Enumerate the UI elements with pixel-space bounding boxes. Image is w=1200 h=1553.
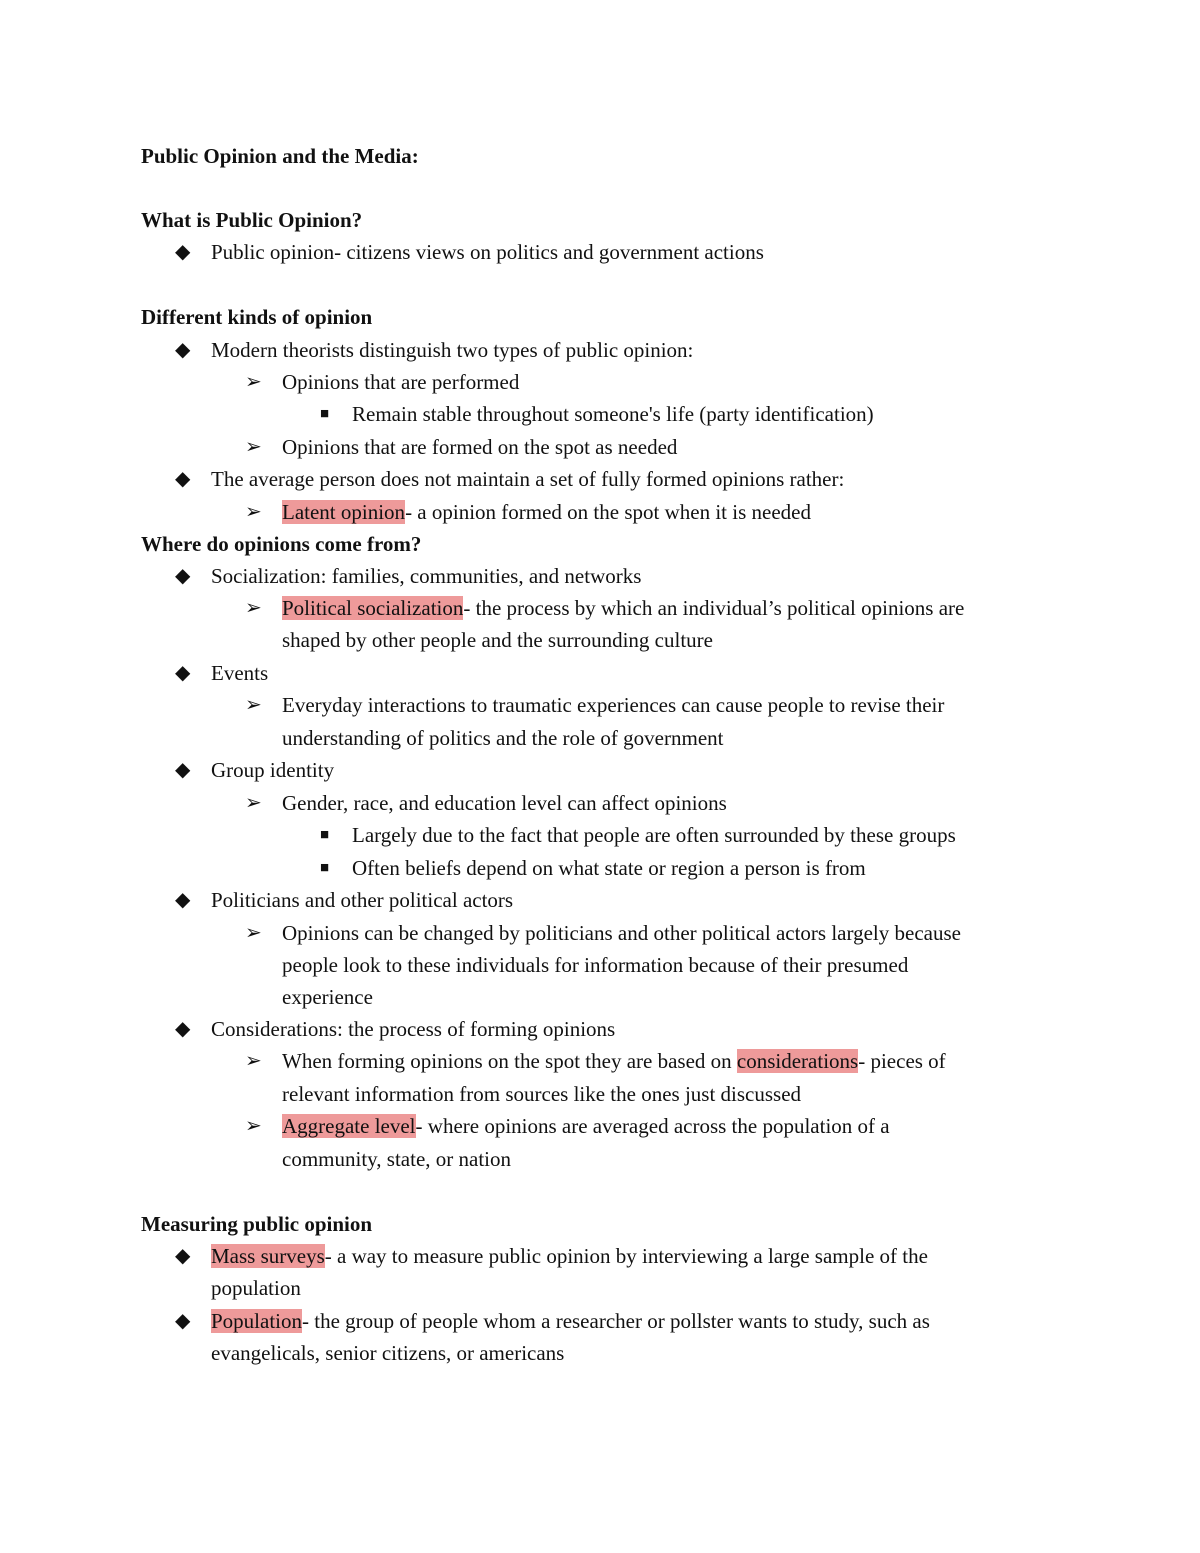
list-item-continuation: population <box>211 1276 301 1300</box>
highlighted-term: Mass surveys <box>211 1244 325 1268</box>
list-item: The average person does not maintain a set of fully formed opinions rather: <box>211 467 845 491</box>
definition-text: - a opinion formed on the spot when it is needed <box>405 500 811 524</box>
section-heading-measuring-public-opinion: Measuring public opinion <box>141 1212 373 1236</box>
list-item <box>282 1047 946 1075</box>
list-item: Public opinion- citizens views on politics and government actions <box>211 240 764 264</box>
list-item <box>282 498 811 526</box>
arrow-bullet-icon: ➢ <box>245 1115 262 1137</box>
definition-text: - the process by which an individual’s political opinions are <box>463 596 965 620</box>
list-item: Opinions that are formed on the spot as needed <box>282 435 678 459</box>
list-item: Opinions can be changed by politicians and other political actors largely because <box>282 921 961 945</box>
highlighted-term: Political socialization <box>282 596 464 620</box>
square-bullet-icon: ■ <box>320 406 330 422</box>
list-item: Socialization: families, communities, and networks <box>211 564 642 588</box>
diamond-bullet-icon: ◆ <box>175 468 191 490</box>
section-heading-different-kinds: Different kinds of opinion <box>141 305 373 329</box>
diamond-bullet-icon: ◆ <box>175 662 191 684</box>
list-item <box>211 1307 930 1335</box>
item-text: When forming opinions on the spot they are based on <box>282 1049 737 1073</box>
list-item: Considerations: the process of forming opinions <box>211 1017 616 1041</box>
list-item: Events <box>211 661 269 685</box>
list-item: Remain stable throughout someone's life (party identification) <box>352 402 874 426</box>
definition-text: - where opinions are averaged across the population of a <box>415 1114 890 1138</box>
square-bullet-icon: ■ <box>320 860 330 876</box>
arrow-bullet-icon: ➢ <box>245 436 262 458</box>
list-item-continuation: people look to these individuals for information because of their presumed <box>282 953 909 977</box>
list-item <box>211 1242 928 1270</box>
list-item-continuation: community, state, or nation <box>282 1147 512 1171</box>
arrow-bullet-icon: ➢ <box>245 694 262 716</box>
highlighted-term: Population <box>211 1309 303 1333</box>
arrow-bullet-icon: ➢ <box>245 501 262 523</box>
list-item-continuation: relevant information from sources like the ones just discussed <box>282 1082 802 1106</box>
definition-text: - pieces of <box>858 1049 946 1073</box>
list-item: Often beliefs depend on what state or region a person is from <box>352 856 866 880</box>
arrow-bullet-icon: ➢ <box>245 922 262 944</box>
diamond-bullet-icon: ◆ <box>175 889 191 911</box>
highlighted-term: considerations <box>736 1049 859 1073</box>
diamond-bullet-icon: ◆ <box>175 1310 191 1332</box>
section-heading-where-opinions-come-from: Where do opinions come from? <box>141 532 422 556</box>
list-item <box>282 1112 890 1140</box>
highlighted-term: Aggregate level <box>282 1114 416 1138</box>
diamond-bullet-icon: ◆ <box>175 1018 191 1040</box>
arrow-bullet-icon: ➢ <box>245 1050 262 1072</box>
list-item: Opinions that are performed <box>282 370 520 394</box>
list-item <box>282 594 964 622</box>
arrow-bullet-icon: ➢ <box>245 792 262 814</box>
list-item: Largely due to the fact that people are often surrounded by these groups <box>352 823 956 847</box>
arrow-bullet-icon: ➢ <box>245 597 262 619</box>
square-bullet-icon: ■ <box>320 827 330 843</box>
definition-text: - a way to measure public opinion by interviewing a large sample of the <box>324 1244 928 1268</box>
list-item: Group identity <box>211 758 335 782</box>
list-item: Modern theorists distinguish two types of public opinion: <box>211 338 694 362</box>
document-title: Public Opinion and the Media: <box>141 144 419 168</box>
diamond-bullet-icon: ◆ <box>175 1245 191 1267</box>
arrow-bullet-icon: ➢ <box>245 371 262 393</box>
list-item-continuation: shaped by other people and the surrounding culture <box>282 628 713 652</box>
list-item-continuation: experience <box>282 985 373 1009</box>
list-item: Gender, race, and education level can affect opinions <box>282 791 727 815</box>
list-item: Politicians and other political actors <box>211 888 514 912</box>
highlighted-term: Latent opinion <box>282 500 406 524</box>
definition-text: - the group of people whom a researcher or pollster wants to study, such as <box>302 1309 930 1333</box>
diamond-bullet-icon: ◆ <box>175 759 191 781</box>
list-item-continuation: evangelicals, senior citizens, or americans <box>211 1341 565 1365</box>
diamond-bullet-icon: ◆ <box>175 339 191 361</box>
diamond-bullet-icon: ◆ <box>175 241 191 263</box>
list-item: Everyday interactions to traumatic experiences can cause people to revise their <box>282 693 945 717</box>
list-item-continuation: understanding of politics and the role of government <box>282 726 724 750</box>
section-heading-what-is-public-opinion: What is Public Opinion? <box>141 208 363 232</box>
diamond-bullet-icon: ◆ <box>175 565 191 587</box>
